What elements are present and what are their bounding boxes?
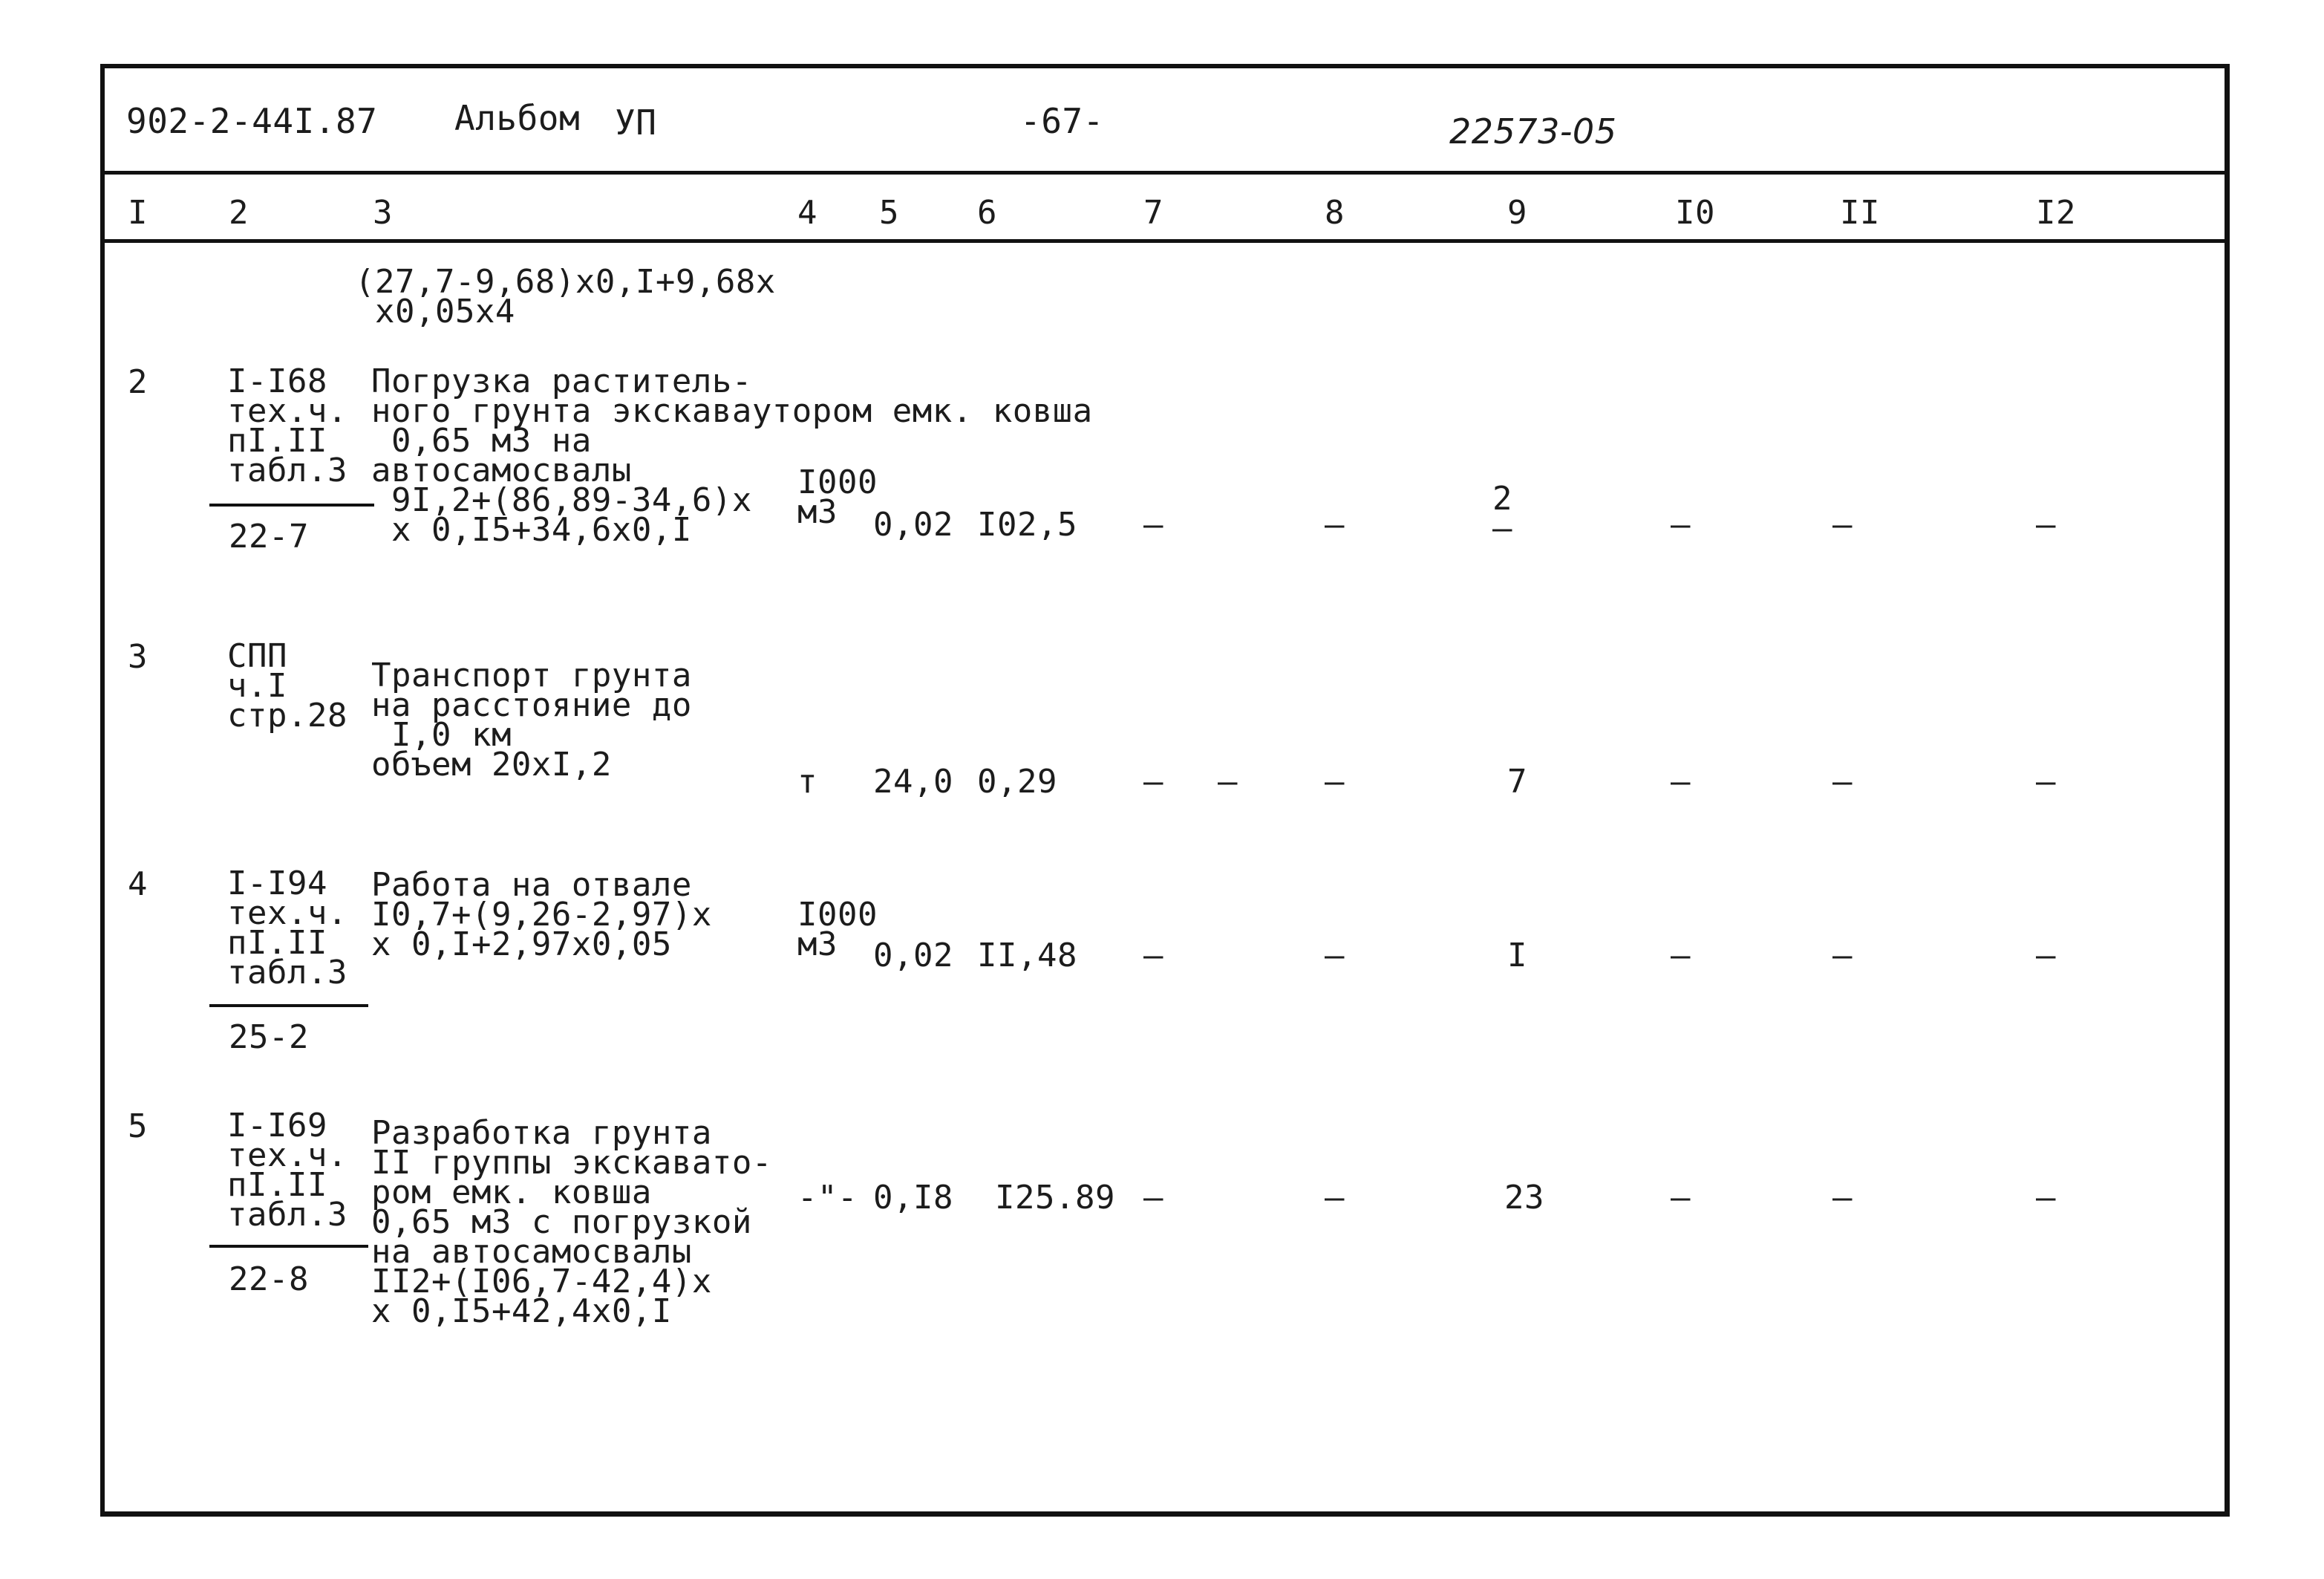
column-number: 7: [1143, 194, 1163, 232]
table-row-unit: т: [797, 763, 817, 801]
table-row-unit: I000 м3: [797, 463, 878, 531]
column-number: 6: [977, 194, 997, 232]
table-row-dash: –: [2036, 763, 2056, 801]
table-row-number: 5: [128, 1107, 148, 1145]
table-row-dash: –: [2036, 1179, 2056, 1217]
column-header-rule: [104, 239, 2229, 243]
page-number: -67-: [1020, 101, 1104, 141]
table-row-value: I25.89: [995, 1179, 1115, 1217]
column-number: 8: [1325, 194, 1345, 232]
column-number: I: [128, 194, 148, 232]
table-row-description: Транспорт грунта на расстояние до I,0 км объем 20xI,2: [371, 657, 692, 784]
table-row-dash: –: [1143, 1179, 1163, 1217]
table-row-code-number: 25-2: [229, 1018, 309, 1056]
table-row-code: I-I68 тех.ч. пI.II табл.3: [227, 362, 347, 489]
table-row-dash: –: [1325, 763, 1345, 801]
inventory-number: 22573-05: [1449, 111, 1617, 152]
table-row-dash: –: [1143, 506, 1163, 544]
column-number: 5: [879, 194, 899, 232]
table-row-description: Работа на отвале I0,7+(9,26-2,97)x x 0,I+2,97x0,05: [371, 866, 712, 963]
table-row-dash: –: [1325, 937, 1345, 974]
table-row-dash: –: [1671, 1179, 1691, 1217]
column-number: 3: [373, 194, 393, 232]
column-number: 9: [1507, 194, 1527, 232]
table-row-description: Погрузка раститель- ного грунта экскаваутором емк. ковша 0,65 м3 на автосамосвалы 9I,2+(86,89-34,6)x x 0,I5+34,6x0,I: [371, 362, 1093, 549]
table-row-quantity: 24,0: [873, 763, 953, 801]
table-row-code-number: 22-7: [229, 518, 309, 556]
table-row-dash: –: [1671, 506, 1691, 544]
table-row-value: 23: [1504, 1179, 1544, 1217]
table-row-code: I-I94 тех.ч. пI.II табл.3: [227, 865, 347, 992]
table-row-dash: –: [1143, 763, 1163, 801]
table-row-code: I-I69 тех.ч. пI.II табл.3: [227, 1107, 347, 1234]
table-row-dash: –: [2036, 937, 2056, 974]
album-number: УП: [615, 102, 657, 143]
table-row-value: 0,29: [977, 763, 1057, 801]
column-number: I2: [2036, 194, 2076, 232]
table-row-value: II,48: [977, 937, 1077, 974]
table-row-dash: –: [1832, 937, 1853, 974]
album-label: Альбом: [454, 98, 581, 138]
table-row-unit: -"-: [797, 1179, 858, 1217]
column-number: 2: [229, 194, 249, 232]
table-row-unit: I000 м3: [797, 896, 878, 963]
table-row-value: 2 –: [1492, 480, 1512, 547]
table-row-dash: –: [1832, 1179, 1853, 1217]
column-number: II: [1840, 194, 1880, 232]
column-number: I0: [1675, 194, 1715, 232]
table-row-dash: –: [1832, 763, 1853, 801]
table-row-quantity: 0,02: [873, 506, 953, 544]
table-row-dash: –: [1143, 937, 1163, 974]
table-row-value: 7: [1507, 763, 1527, 801]
table-row-number: 4: [128, 865, 148, 903]
table-row-quantity: 0,I8: [873, 1179, 953, 1217]
table-row-number: 2: [128, 363, 148, 401]
table-row-dash: –: [2036, 506, 2056, 544]
table-row-value: I02,5: [977, 506, 1077, 544]
table-row-dash: –: [1671, 937, 1691, 974]
table-row-number: 3: [128, 638, 148, 676]
table-row-value: I: [1507, 937, 1527, 974]
table-row-description: (27,7-9,68)x0,I+9,68x x0,05x4: [355, 263, 776, 331]
table-row-dash: –: [1325, 1179, 1345, 1217]
table-row-dash: –: [1671, 763, 1691, 801]
table-row-dash: –: [1218, 763, 1238, 801]
code-underline: [209, 1004, 368, 1007]
column-number: 4: [797, 194, 817, 232]
table-row-description: Разработка грунта II группы экскавато- ром емк. ковша 0,65 м3 с погрузкой на автосамосвалы II2+(I06,7-42,4)x x 0,I5+42,4x0,I: [371, 1114, 772, 1330]
table-row-code: СПП ч.I стр.28: [227, 637, 347, 735]
code-underline: [209, 1245, 368, 1248]
table-row-dash: –: [1325, 506, 1345, 544]
table-row-dash: –: [1832, 506, 1853, 544]
header-rule: [104, 171, 2229, 175]
code-underline: [209, 504, 374, 507]
table-row-code-number: 22-8: [229, 1260, 309, 1298]
table-row-quantity: 0,02: [873, 937, 953, 974]
document-code: 902-2-44I.87: [126, 101, 378, 141]
